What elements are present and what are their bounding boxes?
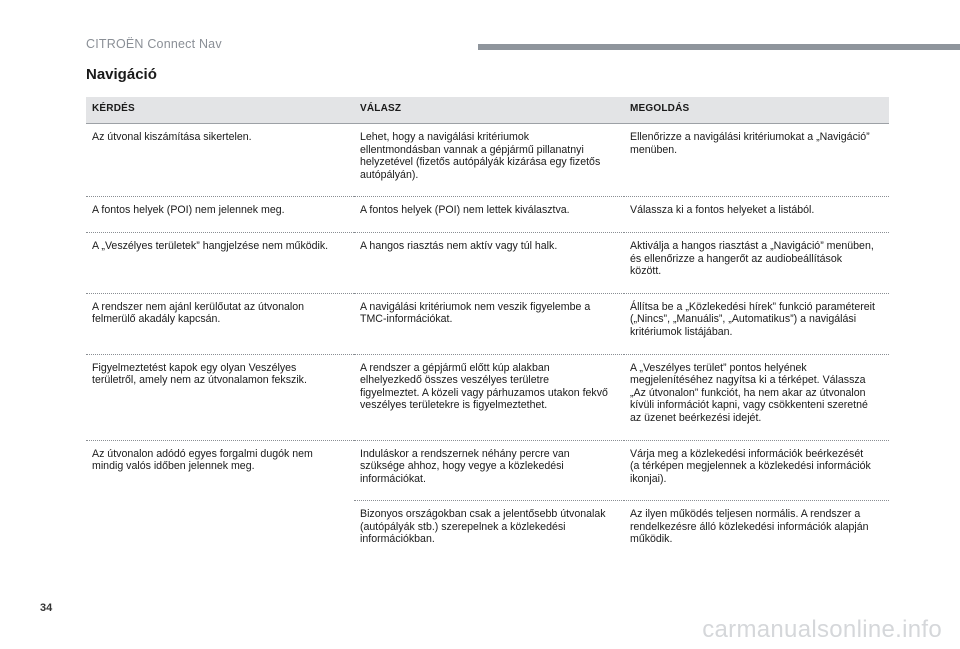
table-row: [86, 197, 889, 233]
solution-cell: Ellenőrizze a navigálási kritériumokat a „Navigáció” menüben.: [624, 124, 889, 197]
answer-cell: A rendszer a gépjármű előtt kúp alakban elhelyezkedő összes veszélyes területre figyelmeztet. A közeli vagy párhuzamos utakon fekvő veszélyes területekre is figyelmeztethet.: [354, 354, 624, 440]
table-row: [86, 354, 889, 440]
answer-cell: Lehet, hogy a navigálási kritériumok ellentmondásban vannak a gépjármű pillanatnyi helyzetével (fizetős autópályák kizárása egy fizetős autópályán).: [354, 124, 624, 197]
question-cell: Az útvonalon adódó egyes forgalmi dugók nem mindig valós időben jelennek meg.: [92, 447, 313, 473]
column-header-solution: MEGOLDÁS: [624, 97, 889, 124]
question-cell: Figyelmeztetést kapok egy olyan Veszélyes területről, amely nem az útvonalamon fekszik.: [86, 354, 354, 440]
question-cell: A „Veszélyes területek” hangjelzése nem működik.: [86, 232, 354, 293]
answer-cell: A hangos riasztás nem aktív vagy túl halk.: [354, 232, 624, 293]
answer-cell: A navigálási kritériumok nem veszik figyelembe a TMC-információkat.: [354, 293, 624, 354]
solution-cell: Állítsa be a „Közlekedési hírek” funkció paramétereit („Nincs”, „Manuális”, „Automatikus”) a navigálási kritériumok listájában.: [624, 293, 889, 354]
watermark: carmanualsonline.info: [702, 616, 942, 643]
answer-cell: Bizonyos országokban csak a jelentősebb útvonalak (autópályák stb.) szerepelnek a közlekedési információkban.: [360, 508, 606, 546]
page-title: Navigáció: [86, 66, 157, 83]
solution-cell: Aktiválja a hangos riasztást a „Navigáció” menüben, és ellenőrizze a hangerőt az audiobeállítások között.: [624, 232, 889, 293]
table-row: [86, 124, 889, 197]
solution-cell: Az ilyen működés teljesen normális. A rendszer a rendelkezésre álló közlekedési információk alapján működik.: [630, 508, 869, 546]
column-header-question: KÉRDÉS: [86, 97, 354, 124]
table-row: [86, 293, 889, 354]
question-cell: Az útvonal kiszámítása sikertelen.: [86, 124, 354, 197]
question-cell: A rendszer nem ajánl kerülőutat az útvonalon felmerülő akadály kapcsán.: [86, 293, 354, 354]
header-bar: [478, 44, 960, 50]
question-cell: A fontos helyek (POI) nem jelennek meg.: [86, 197, 354, 233]
column-header-answer: VÁLASZ: [354, 97, 624, 124]
answer-cell: Induláskor a rendszernek néhány percre van szüksége ahhoz, hogy vegye a közlekedési információkat.: [354, 440, 624, 501]
question-cell: [86, 501, 354, 561]
header-brand: CITROËN Connect Nav: [86, 37, 222, 51]
table-row: [86, 440, 889, 501]
table-header-row: [86, 97, 889, 124]
solution-cell: Válassza ki a fontos helyeket a listából.: [624, 197, 889, 233]
solution-cell: Várja meg a közlekedési információk beérkezését (a térképen megjelennek a közlekedési információk ikonjai).: [624, 440, 889, 501]
table-row: [86, 501, 889, 561]
solution-cell: A „Veszélyes terület” pontos helyének megjelenítéséhez nagyítsa ki a térképet. Válassza „Az útvonalon” funkciót, ha nem akar az útvonalon kívüli információt kapni, vagy csökkenteni szeretné az üzenet beérkezési idejét.: [624, 354, 889, 440]
answer-cell: A fontos helyek (POI) nem lettek kiválasztva.: [354, 197, 624, 233]
troubleshooting-table: [86, 97, 889, 561]
table-row: [86, 232, 889, 293]
page-number: 34: [40, 602, 53, 614]
